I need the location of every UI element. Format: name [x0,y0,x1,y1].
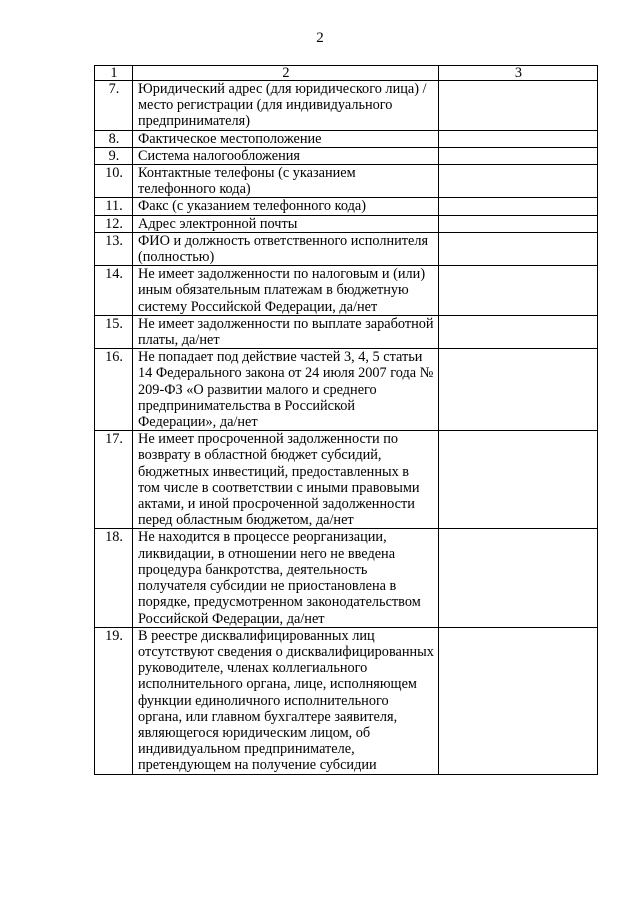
row-label: Не имеет просроченной задолженности по возврату в областной бюджет субсидий, бюджетных инвестиций, предоставленных в том числе в соответствии с иными правовыми актами, и иной просроченной задолженности перед областным бюджетом, да/нет [133,431,439,529]
row-label: Не находится в процессе реорганизации, ликвидации, в отношении него не введена процедура банкротства, деятельность получателя субсидии не приостановлена в порядке, предусмотренном законодательством Российской Федерации, да/нет [133,529,439,627]
row-value-field[interactable] [439,147,598,164]
row-value-field[interactable] [439,315,598,348]
row-label: Не попадает под действие частей 3, 4, 5 статьи 14 Федерального закона от 24 июля 2007 года № 209-ФЗ «О развитии малого и среднего предпринимательства в Российской Федерации», да/нет [133,349,439,431]
table-row [95,315,598,348]
table-row [95,431,598,529]
row-value-field[interactable] [439,349,598,431]
row-number: 16. [95,349,133,431]
row-value-field[interactable] [439,266,598,316]
row-label: Не имеет задолженности по выплате заработной платы, да/нет [133,315,439,348]
table-row [95,198,598,215]
row-number: 19. [95,627,133,774]
row-value-field[interactable] [439,232,598,265]
table-row [95,349,598,431]
row-label: Факс (с указанием телефонного кода) [133,198,439,215]
row-number: 7. [95,81,133,131]
header-col-3: 3 [439,66,598,81]
row-number: 13. [95,232,133,265]
row-number: 17. [95,431,133,529]
header-row [95,66,598,81]
table-row [95,215,598,232]
header-col-2: 2 [133,66,439,81]
row-value-field[interactable] [439,215,598,232]
row-value-field[interactable] [439,198,598,215]
row-label: Система налогообложения [133,147,439,164]
row-number: 8. [95,130,133,147]
table-row [95,266,598,316]
row-label: Юридический адрес (для юридического лица) /место регистрации (для индивидуального предпринимателя) [133,81,439,131]
row-value-field[interactable] [439,165,598,198]
row-number: 14. [95,266,133,316]
row-number: 18. [95,529,133,627]
row-number: 9. [95,147,133,164]
row-value-field[interactable] [439,529,598,627]
table-row [95,232,598,265]
row-value-field[interactable] [439,81,598,131]
row-label: В реестре дисквалифицированных лиц отсутствуют сведения о дисквалифицированных руководителе, членах коллегиального исполнительного органа, лице, исполняющем функции единоличного исполнительного органа, или главном бухгалтере заявителя, являющегося юридическим лицом, об индивидуальном предпринимателе, претендующем на получение субсидии [133,627,439,774]
table-row [95,529,598,627]
row-number: 12. [95,215,133,232]
row-number: 10. [95,165,133,198]
header-col-1: 1 [95,66,133,81]
table-row [95,147,598,164]
row-value-field[interactable] [439,130,598,147]
row-label: Адрес электронной почты [133,215,439,232]
row-label: Контактные телефоны (с указанием телефонного кода) [133,165,439,198]
table-row [95,130,598,147]
row-label: ФИО и должность ответственного исполнителя (полностью) [133,232,439,265]
row-value-field[interactable] [439,431,598,529]
row-label: Не имеет задолженности по налоговым и (или) иным обязательным платежам в бюджетную систему Российской Федерации, да/нет [133,266,439,316]
table-row [95,81,598,131]
page-number: 2 [316,30,324,46]
application-form-table [94,65,598,775]
row-number: 11. [95,198,133,215]
row-label: Фактическое местоположение [133,130,439,147]
table-row [95,627,598,774]
row-number: 15. [95,315,133,348]
table-row [95,165,598,198]
row-value-field[interactable] [439,627,598,774]
